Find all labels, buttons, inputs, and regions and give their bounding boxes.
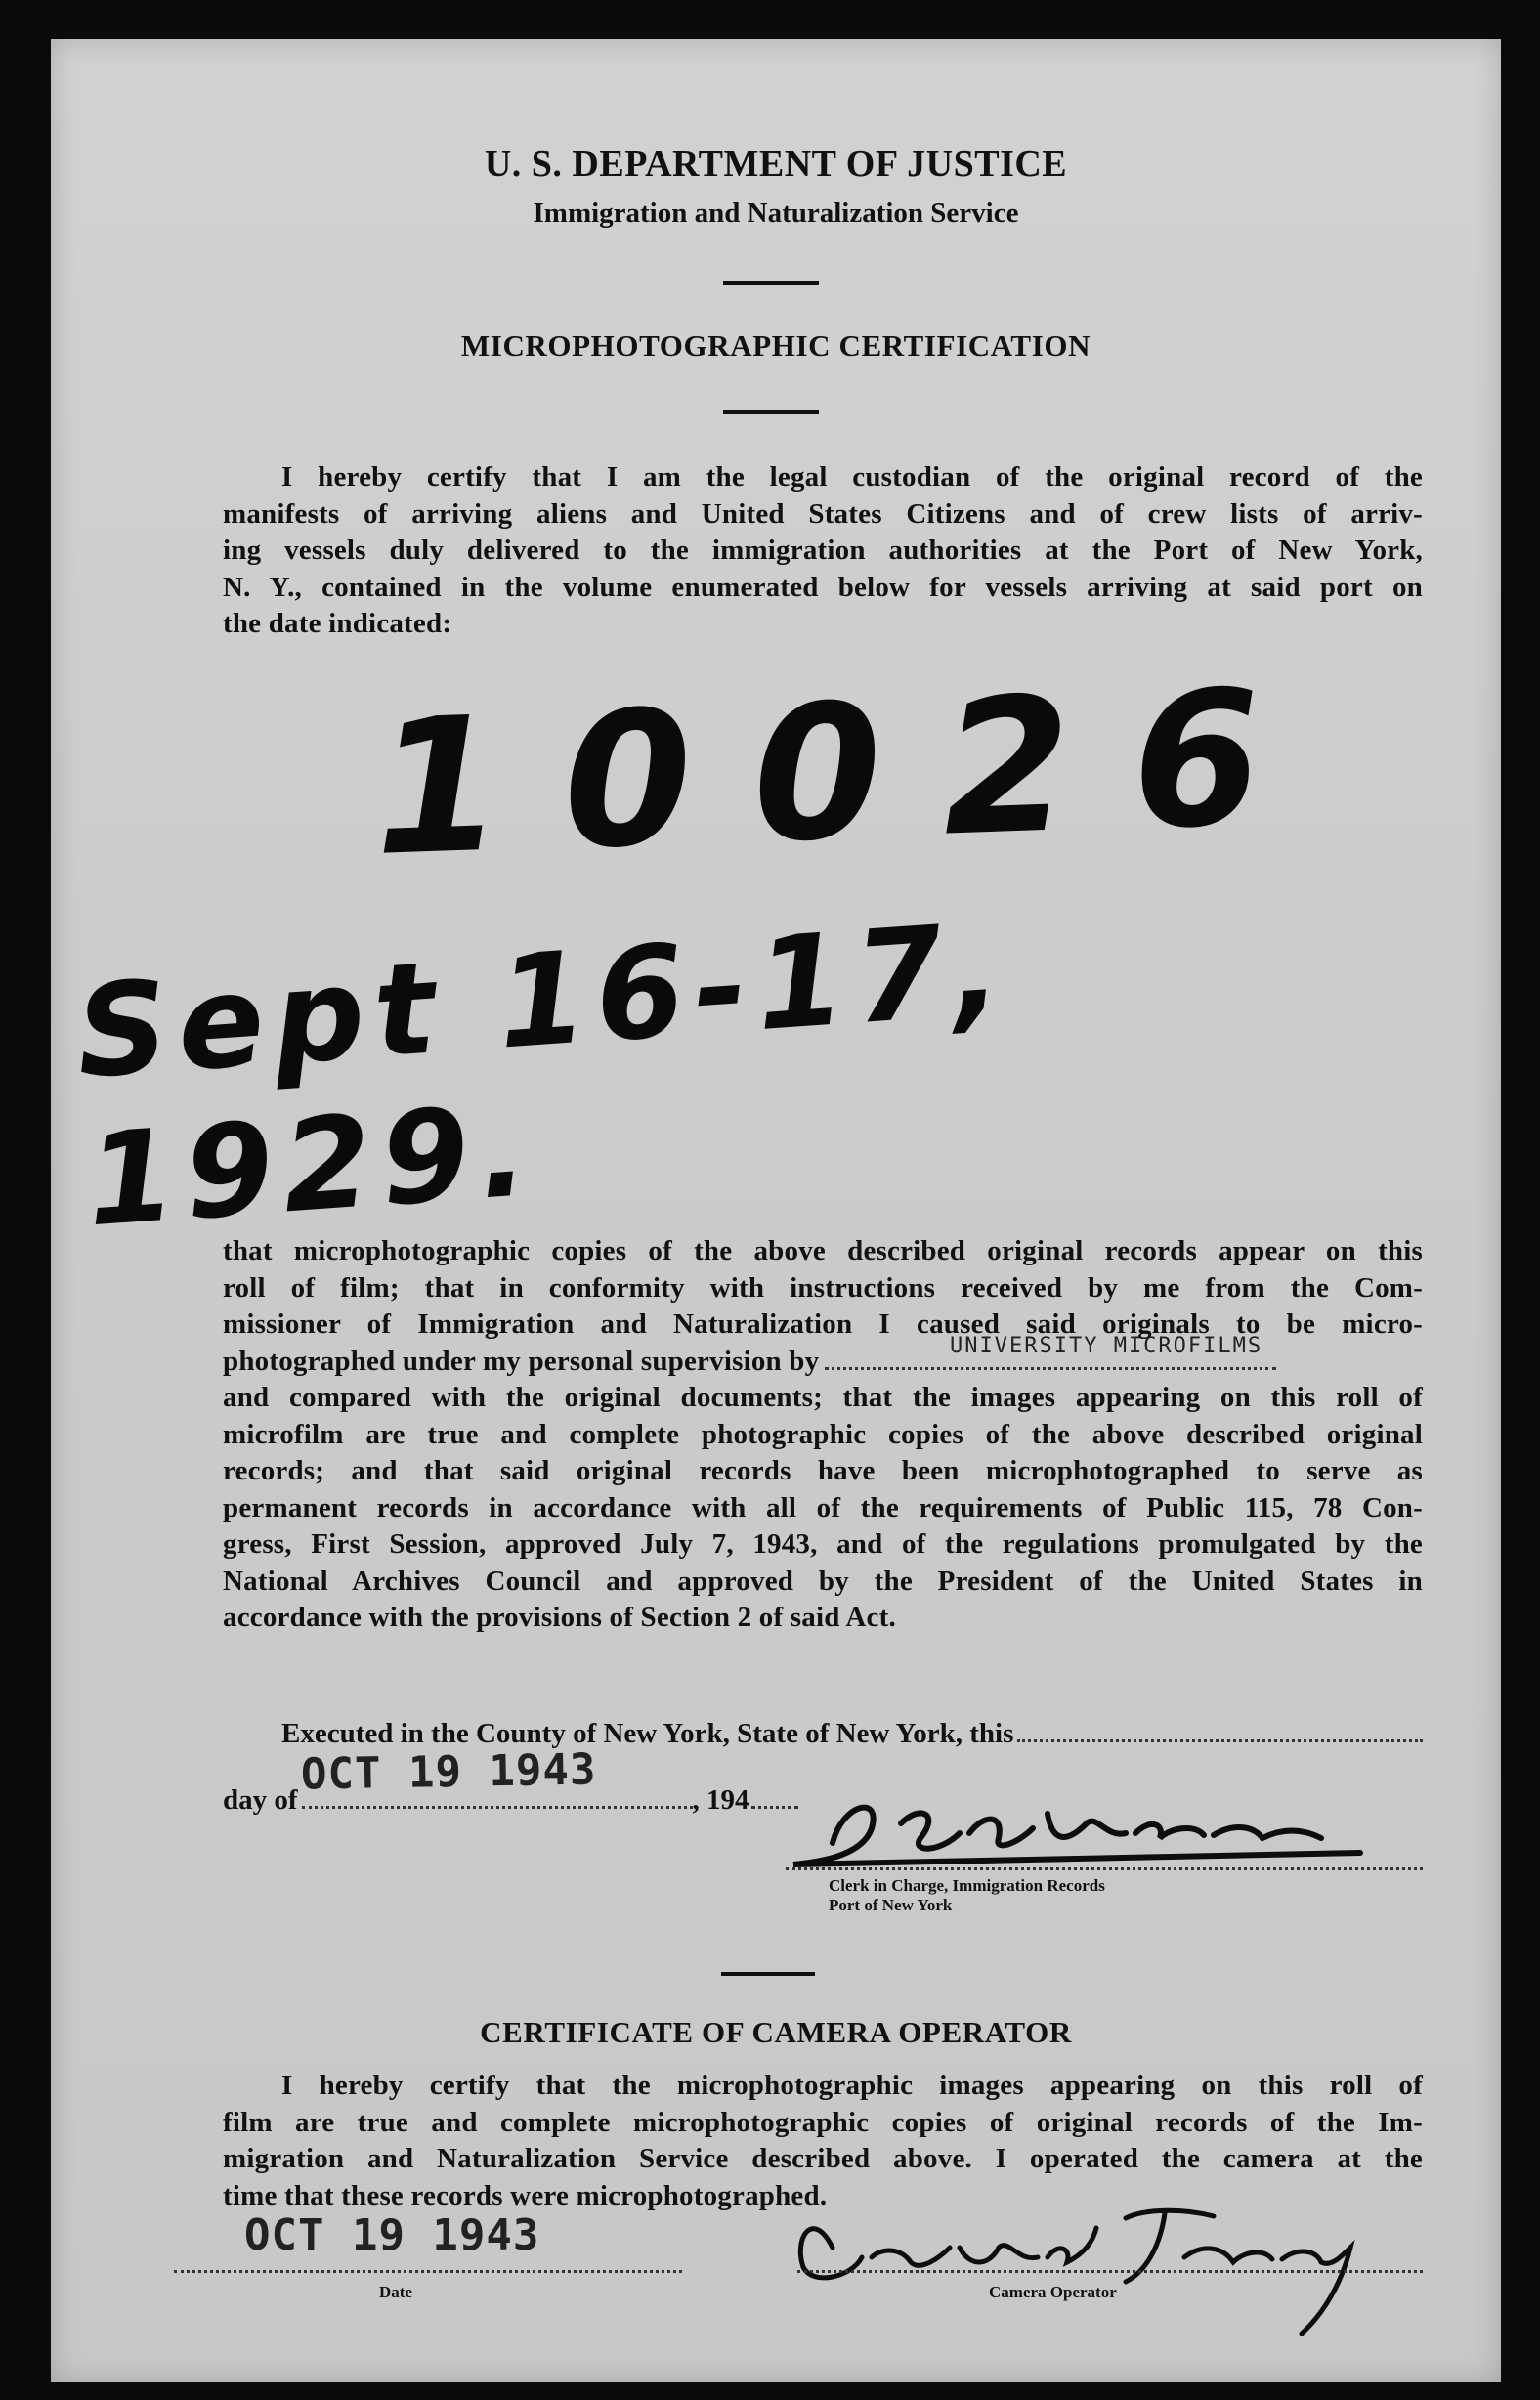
- intro-line: manifests of arriving aliens and United States Citizens and of crew lists of arriv-: [223, 497, 1423, 530]
- supervisor-fill-line: [825, 1366, 1276, 1370]
- year-prefix-text: 194: [706, 1784, 749, 1816]
- typed-supervisor-name: UNIVERSITY MICROFILMS: [950, 1333, 1263, 1358]
- day-of-fill: [302, 1805, 693, 1809]
- body-line: National Archives Council and approved by the President of the United States in: [223, 1564, 1423, 1597]
- service-subheading: Immigration and Naturalization Service: [533, 197, 1019, 229]
- handwritten-volume-number: 10026: [369, 648, 1326, 897]
- body-line: and compared with the original documents; that the images appearing on this roll of: [223, 1382, 1423, 1413]
- body-line: missioner of Immigration and Naturalization I caused said originals to be micro-: [223, 1308, 1423, 1340]
- body-line: permanent records in accordance with all of the requirements of Public 115, 78 Con-: [223, 1491, 1423, 1523]
- camera-line: I hereby certify that the microphotographic images appearing on this roll of: [281, 2070, 1423, 2101]
- year-comma: ,: [692, 1784, 707, 1816]
- intro-line: I hereby certify that I am the legal custodian of the original record of the: [281, 461, 1423, 493]
- camera-section-divider: [721, 1972, 815, 1976]
- body-line: that microphotographic copies of the above described original records appear on this: [223, 1235, 1423, 1266]
- clerk-port: Port of New York: [829, 1896, 953, 1914]
- body-paragraph: [223, 1233, 1423, 1637]
- camera-date-label: Date: [379, 2283, 412, 2301]
- certification-title: MICROPHOTOGRAPHIC CERTIFICATION: [460, 328, 1091, 363]
- intro-paragraph: [223, 459, 1423, 643]
- camera-stamp-date: OCT 19 1943: [244, 2210, 540, 2260]
- camera-line: time that these records were microphotographed.: [223, 2179, 828, 2211]
- day-of-line: [223, 1784, 858, 1817]
- handwritten-date: Sept 16-17, 1929.: [71, 893, 1015, 1256]
- day-of-label: day of: [223, 1784, 298, 1816]
- body-line-supervision: [223, 1333, 1423, 1381]
- intro-line: ing vessels duly delivered to the immigration authorities at the Port of New York,: [223, 535, 1423, 566]
- certificate-page: [51, 39, 1501, 2382]
- supervision-text: photographed under my personal supervision by: [223, 1345, 820, 1377]
- camera-operator-signature: [774, 2189, 1380, 2336]
- executed-text: Executed in the County of New York, State of New York, this: [281, 1718, 1014, 1749]
- body-line: microfilm are true and complete photographic copies of the above described original: [223, 1418, 1423, 1450]
- executed-stamp-date: OCT 19 1943: [300, 1744, 597, 1800]
- intro-line: N. Y., contained in the volume enumerated below for vessels arriving at said port on: [223, 571, 1423, 603]
- camera-line: migration and Naturalization Service described above. I operated the camera at the: [223, 2143, 1423, 2174]
- camera-line: film are true and complete microphotographic copies of original records of the Im-: [223, 2106, 1423, 2138]
- camera-operator-line: [797, 2269, 1423, 2273]
- body-line: records; and that said original records have been microphotographed to serve as: [223, 1455, 1423, 1486]
- body-line: gress, First Session, approved July 7, 1943, and of the regulations promulgated by the: [223, 1528, 1423, 1560]
- clerk-title: Clerk in Charge, Immigration Records: [829, 1876, 1105, 1895]
- executed-day-fill: [1017, 1738, 1423, 1742]
- body-line: accordance with the provisions of Section 2 of said Act.: [223, 1602, 896, 1633]
- intro-line: the date indicated:: [223, 608, 452, 639]
- clerk-signature-line: [786, 1866, 1423, 1870]
- header-divider-bottom: [723, 410, 819, 414]
- body-line: roll of film; that in conformity with instructions received by me from the Com-: [223, 1271, 1423, 1304]
- year-prefix: [693, 1784, 749, 1817]
- department-heading: U. S. DEPARTMENT OF JUSTICE: [484, 144, 1068, 185]
- camera-operator-label: Camera Operator: [989, 2283, 1117, 2301]
- executed-line: [281, 1718, 1423, 1750]
- header-divider-top: [723, 281, 819, 285]
- camera-certificate-title: CERTIFICATE OF CAMERA OPERATOR: [480, 2015, 1072, 2049]
- camera-date-line: [174, 2269, 682, 2273]
